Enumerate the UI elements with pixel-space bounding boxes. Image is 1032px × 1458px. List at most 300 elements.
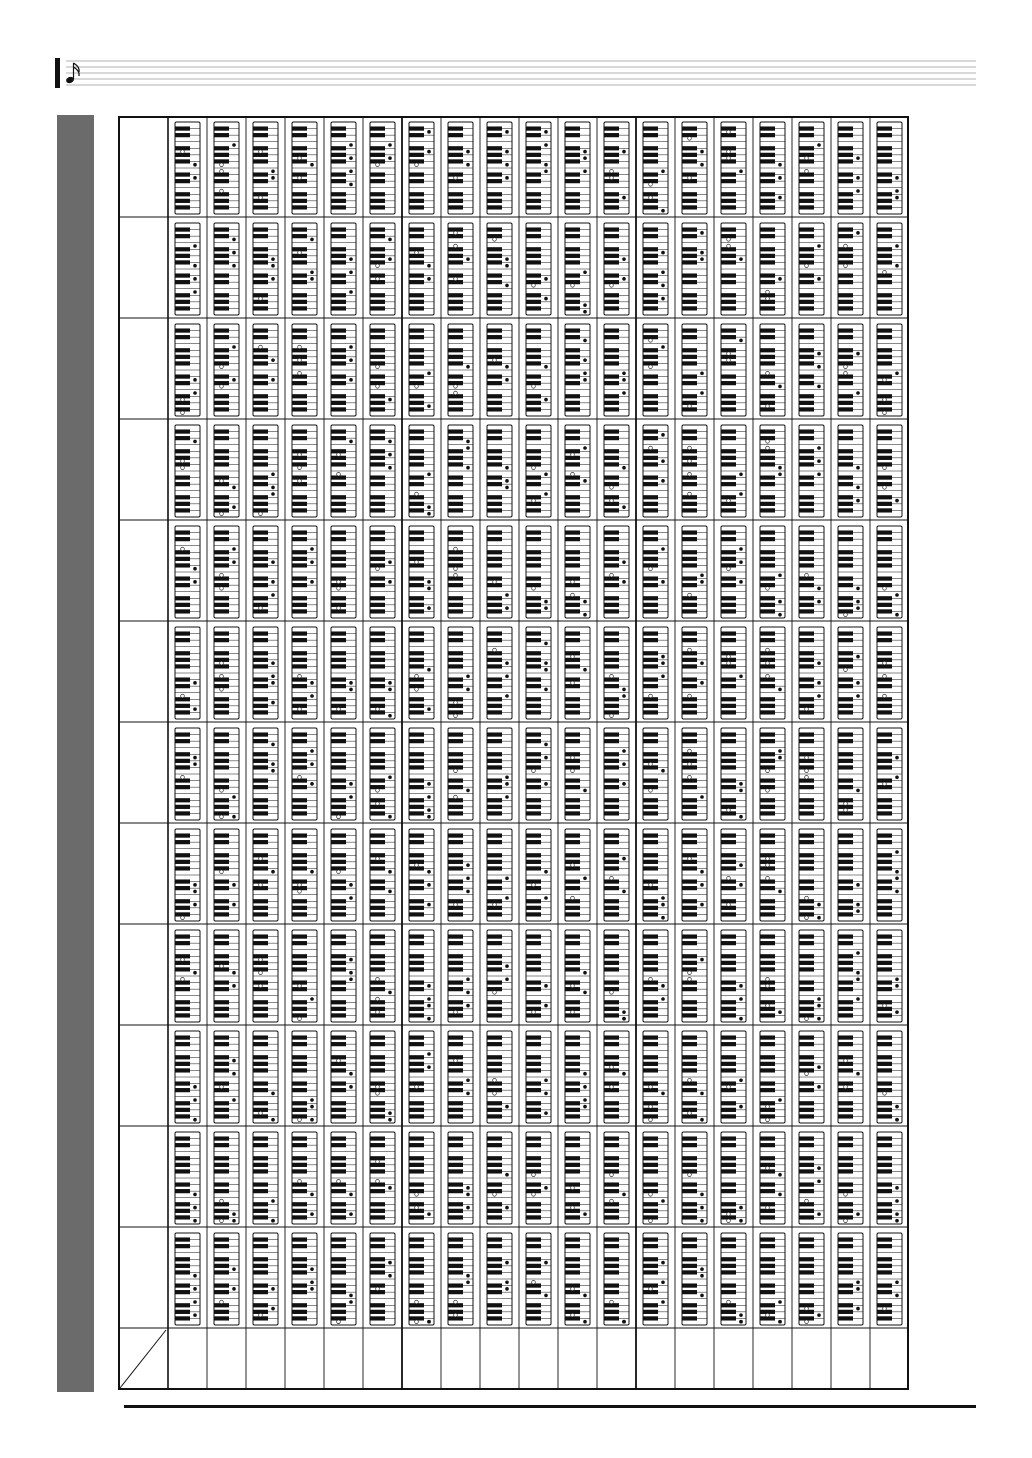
pressed-key-dot — [193, 762, 197, 766]
black-key — [643, 778, 658, 782]
pressed-key-dot — [661, 580, 665, 584]
keyboard-diagram — [799, 425, 824, 517]
black-key — [838, 355, 853, 359]
pressed-key-dot — [610, 876, 614, 880]
black-key — [721, 934, 736, 938]
black-key — [760, 563, 775, 567]
black-key — [877, 260, 892, 264]
pressed-key-dot — [349, 270, 353, 274]
black-key — [253, 739, 268, 743]
black-key — [253, 697, 268, 701]
pressed-key-dot — [700, 573, 704, 577]
keyboard-diagram — [760, 324, 785, 416]
black-key — [331, 759, 346, 763]
black-key — [214, 886, 229, 890]
black-key — [253, 677, 268, 681]
black-key — [448, 866, 463, 870]
keyboard-diagram — [721, 324, 746, 416]
black-key — [526, 860, 541, 864]
black-key — [877, 631, 892, 635]
black-key — [214, 853, 229, 857]
black-key — [526, 429, 541, 433]
pressed-key-dot — [310, 997, 314, 1001]
black-key — [214, 436, 229, 440]
black-key — [565, 941, 580, 945]
black-key — [604, 260, 619, 264]
black-key — [526, 159, 541, 163]
black-key — [721, 550, 736, 554]
black-key — [877, 879, 892, 883]
black-key — [487, 677, 502, 681]
black-key — [643, 260, 658, 264]
black-key — [253, 765, 268, 769]
black-key — [721, 374, 736, 378]
black-key — [838, 684, 853, 688]
keyboard-diagram — [526, 223, 551, 315]
black-key — [760, 609, 775, 613]
black-key — [565, 254, 580, 258]
black-key — [175, 159, 190, 163]
black-key — [409, 133, 424, 137]
keyboard-diagram — [565, 425, 590, 517]
black-key — [604, 335, 619, 339]
black-key — [214, 153, 229, 157]
black-key — [721, 482, 736, 486]
black-key — [409, 361, 424, 365]
black-key — [331, 537, 346, 541]
keyboard-diagram — [526, 728, 551, 820]
black-key — [253, 1055, 268, 1059]
black-key — [175, 853, 190, 857]
black-key — [370, 899, 385, 903]
pressed-key-dot — [220, 688, 224, 692]
black-key — [331, 557, 346, 561]
black-key — [526, 651, 541, 655]
black-key — [487, 508, 502, 512]
pressed-key-dot — [232, 971, 236, 975]
black-key — [799, 234, 814, 238]
pressed-key-dot — [349, 358, 353, 362]
black-key — [175, 609, 190, 613]
pressed-key-dot — [544, 1004, 548, 1008]
keyboard-diagram — [370, 122, 395, 214]
black-key — [253, 227, 268, 231]
pressed-key-dot — [466, 991, 470, 995]
keyboard-diagram — [370, 425, 395, 517]
black-key — [448, 833, 463, 837]
black-key — [760, 227, 775, 231]
black-key — [214, 912, 229, 916]
black-key — [292, 126, 307, 130]
black-key — [370, 374, 385, 378]
black-key — [448, 805, 463, 809]
black-key — [799, 199, 814, 203]
black-key — [838, 941, 853, 945]
black-key — [175, 273, 190, 277]
black-key — [253, 495, 268, 499]
pressed-key-dot — [181, 459, 185, 463]
black-key — [175, 1108, 190, 1112]
black-key — [643, 609, 658, 613]
black-key — [409, 355, 424, 359]
pressed-key-dot — [895, 977, 899, 981]
black-key — [682, 664, 697, 668]
keyboard-diagram — [253, 526, 278, 618]
pressed-key-dot — [571, 284, 575, 288]
black-key — [526, 658, 541, 662]
keyboard-diagram — [565, 627, 590, 719]
black-key — [409, 273, 424, 277]
black-key — [409, 899, 424, 903]
black-key — [760, 752, 775, 756]
black-key — [175, 1068, 190, 1072]
black-key — [448, 205, 463, 209]
pressed-key-dot — [661, 661, 665, 665]
black-key — [370, 811, 385, 815]
pressed-key-dot — [220, 661, 224, 665]
pressed-key-dot — [193, 890, 197, 894]
pressed-key-dot — [688, 775, 692, 779]
black-key — [253, 563, 268, 567]
black-key — [214, 651, 229, 655]
pressed-key-dot — [739, 257, 743, 261]
pressed-key-dot — [298, 984, 302, 988]
black-key — [448, 879, 463, 883]
black-key — [877, 739, 892, 743]
pressed-key-dot — [271, 674, 275, 678]
pressed-key-dot — [622, 371, 626, 375]
pressed-key-dot — [817, 681, 821, 685]
black-key — [253, 179, 268, 183]
black-key — [409, 508, 424, 512]
black-key — [292, 609, 307, 613]
pressed-key-dot — [661, 903, 665, 907]
black-key — [409, 306, 424, 310]
black-key — [565, 550, 580, 554]
black-key — [799, 436, 814, 440]
black-key — [643, 840, 658, 844]
black-key — [682, 941, 697, 945]
black-key — [292, 638, 307, 642]
black-key — [409, 449, 424, 453]
black-key — [253, 205, 268, 209]
black-key — [877, 651, 892, 655]
pressed-key-dot — [220, 385, 224, 389]
black-key — [487, 704, 502, 708]
pressed-key-dot — [817, 277, 821, 281]
black-key — [799, 306, 814, 310]
pressed-key-dot — [427, 505, 431, 509]
black-key — [526, 732, 541, 736]
black-key — [214, 146, 229, 150]
black-key — [877, 596, 892, 600]
pressed-key-dot — [193, 580, 197, 584]
pressed-key-dot — [661, 997, 665, 1001]
keyboard-diagram — [175, 526, 200, 618]
pressed-key-dot — [688, 648, 692, 652]
black-key — [799, 603, 814, 607]
keyboard-diagram — [721, 526, 746, 618]
black-key — [643, 234, 658, 238]
black-key — [760, 348, 775, 352]
black-key — [643, 583, 658, 587]
black-key — [838, 300, 853, 304]
pressed-key-dot — [895, 371, 899, 375]
black-key — [370, 335, 385, 339]
black-key — [214, 840, 229, 844]
black-key — [487, 348, 502, 352]
black-key — [370, 752, 385, 756]
black-key — [214, 899, 229, 903]
pressed-key-dot — [739, 883, 743, 887]
black-key — [487, 961, 502, 965]
pressed-key-dot — [466, 365, 470, 369]
black-key — [214, 456, 229, 460]
black-key — [760, 234, 775, 238]
black-key — [331, 172, 346, 176]
black-key — [760, 199, 775, 203]
black-key — [877, 179, 892, 183]
pressed-key-dot — [583, 156, 587, 160]
black-key — [331, 658, 346, 662]
black-key — [838, 335, 853, 339]
black-key — [604, 247, 619, 251]
black-key — [838, 967, 853, 971]
pressed-key-dot — [259, 984, 263, 988]
black-key — [331, 508, 346, 512]
black-key — [292, 684, 307, 688]
pressed-key-dot — [856, 486, 860, 490]
black-key — [565, 710, 580, 714]
black-key — [331, 482, 346, 486]
black-key — [760, 833, 775, 837]
black-key — [760, 381, 775, 385]
black-key — [565, 306, 580, 310]
black-key — [253, 778, 268, 782]
black-key — [409, 651, 424, 655]
black-key — [487, 785, 502, 789]
black-key — [370, 732, 385, 736]
pressed-key-dot — [883, 466, 887, 470]
black-key — [175, 1088, 190, 1092]
black-key — [175, 785, 190, 789]
black-key — [448, 739, 463, 743]
black-key — [331, 205, 346, 209]
black-key — [292, 280, 307, 284]
pressed-key-dot — [856, 971, 860, 975]
pressed-key-dot — [415, 385, 419, 389]
pressed-key-dot — [739, 984, 743, 988]
black-key — [838, 394, 853, 398]
pressed-key-dot — [649, 567, 653, 571]
black-key — [604, 273, 619, 277]
black-key — [331, 879, 346, 883]
pressed-key-dot — [271, 743, 275, 747]
pressed-key-dot — [817, 916, 821, 920]
pressed-key-dot — [466, 446, 470, 450]
black-key — [487, 449, 502, 453]
black-key — [760, 710, 775, 714]
black-key — [526, 785, 541, 789]
pressed-key-dot — [883, 782, 887, 786]
pressed-key-dot — [739, 492, 743, 496]
pressed-key-dot — [298, 707, 302, 711]
keyboard-diagram — [175, 1031, 200, 1123]
keyboard-diagram — [331, 930, 356, 1022]
black-key — [409, 280, 424, 284]
black-key — [409, 205, 424, 209]
keyboard-diagram — [253, 627, 278, 719]
black-key — [799, 508, 814, 512]
pressed-key-dot — [544, 365, 548, 369]
black-key — [487, 293, 502, 297]
pressed-key-dot — [232, 1098, 236, 1102]
black-key — [721, 954, 736, 958]
black-key — [838, 563, 853, 567]
black-key — [331, 550, 346, 554]
black-key — [604, 886, 619, 890]
black-key — [565, 179, 580, 183]
pressed-key-dot — [271, 762, 275, 766]
keyboard-diagram — [253, 223, 278, 315]
black-key — [526, 677, 541, 681]
black-key — [292, 840, 307, 844]
black-key — [643, 1000, 658, 1004]
black-key — [643, 677, 658, 681]
black-key — [214, 234, 229, 238]
black-key — [604, 651, 619, 655]
black-key — [760, 335, 775, 339]
black-key — [565, 739, 580, 743]
black-key — [760, 596, 775, 600]
black-key — [214, 550, 229, 554]
keyboard-diagram — [370, 829, 395, 921]
pressed-key-dot — [739, 339, 743, 343]
black-key — [838, 502, 853, 506]
black-key — [721, 199, 736, 203]
pressed-key-dot — [805, 573, 809, 577]
black-key — [370, 475, 385, 479]
black-key — [721, 697, 736, 701]
black-key — [331, 273, 346, 277]
black-key — [214, 273, 229, 277]
black-key — [799, 638, 814, 642]
black-key — [214, 530, 229, 534]
keyboard-diagram — [175, 425, 200, 517]
black-key — [487, 530, 502, 534]
black-key — [526, 293, 541, 297]
black-key — [487, 609, 502, 613]
pressed-key-dot — [883, 270, 887, 274]
black-key — [175, 1062, 190, 1066]
pressed-key-dot — [895, 850, 899, 854]
keyboard-diagram — [448, 122, 473, 214]
pressed-key-dot — [622, 688, 626, 692]
pressed-key-dot — [661, 297, 665, 301]
black-key — [175, 1055, 190, 1059]
black-key — [721, 401, 736, 405]
black-key — [565, 348, 580, 352]
black-key — [175, 987, 190, 991]
black-key — [565, 954, 580, 958]
black-key — [409, 260, 424, 264]
black-key — [409, 710, 424, 714]
black-key — [877, 537, 892, 541]
pressed-key-dot — [310, 277, 314, 281]
black-key — [292, 234, 307, 238]
black-key — [565, 260, 580, 264]
black-key — [448, 987, 463, 991]
pressed-key-dot — [220, 189, 224, 193]
keyboard-diagram — [487, 223, 512, 315]
black-key — [448, 361, 463, 365]
black-key — [526, 260, 541, 264]
black-key — [292, 537, 307, 541]
black-key — [253, 596, 268, 600]
black-key — [331, 247, 346, 251]
black-key — [838, 739, 853, 743]
black-key — [799, 941, 814, 945]
black-key — [604, 866, 619, 870]
pressed-key-dot — [388, 991, 392, 995]
black-key — [682, 436, 697, 440]
black-key — [760, 482, 775, 486]
pressed-key-dot — [298, 479, 302, 483]
pressed-key-dot — [727, 244, 731, 248]
black-key — [799, 805, 814, 809]
pressed-key-dot — [376, 977, 380, 981]
black-key — [331, 596, 346, 600]
black-key — [448, 759, 463, 763]
keyboard-diagram — [799, 223, 824, 315]
keyboard-diagram — [643, 930, 668, 1022]
pressed-key-dot — [883, 411, 887, 415]
black-key — [604, 199, 619, 203]
black-key — [370, 550, 385, 554]
black-key — [409, 941, 424, 945]
black-key — [643, 328, 658, 332]
pressed-key-dot — [232, 1072, 236, 1076]
black-key — [838, 651, 853, 655]
pressed-key-dot — [427, 130, 431, 134]
pressed-key-dot — [571, 863, 575, 867]
black-key — [604, 146, 619, 150]
black-key — [565, 401, 580, 405]
black-key — [370, 293, 385, 297]
black-key — [409, 429, 424, 433]
pressed-key-dot — [466, 977, 470, 981]
black-key — [799, 280, 814, 284]
pressed-key-dot — [427, 371, 431, 375]
pressed-key-dot — [232, 795, 236, 799]
pressed-key-dot — [805, 769, 809, 773]
pressed-key-dot — [766, 371, 770, 375]
black-key — [370, 192, 385, 196]
pressed-key-dot — [505, 674, 509, 678]
black-key — [721, 732, 736, 736]
keyboard-diagram — [604, 324, 629, 416]
black-key — [370, 603, 385, 607]
pressed-key-dot — [778, 277, 782, 281]
black-key — [721, 227, 736, 231]
black-key — [292, 273, 307, 277]
pressed-key-dot — [493, 238, 497, 242]
black-key — [760, 273, 775, 277]
black-key — [370, 394, 385, 398]
pressed-key-dot — [805, 896, 809, 900]
black-key — [526, 146, 541, 150]
pressed-key-dot — [454, 277, 458, 281]
